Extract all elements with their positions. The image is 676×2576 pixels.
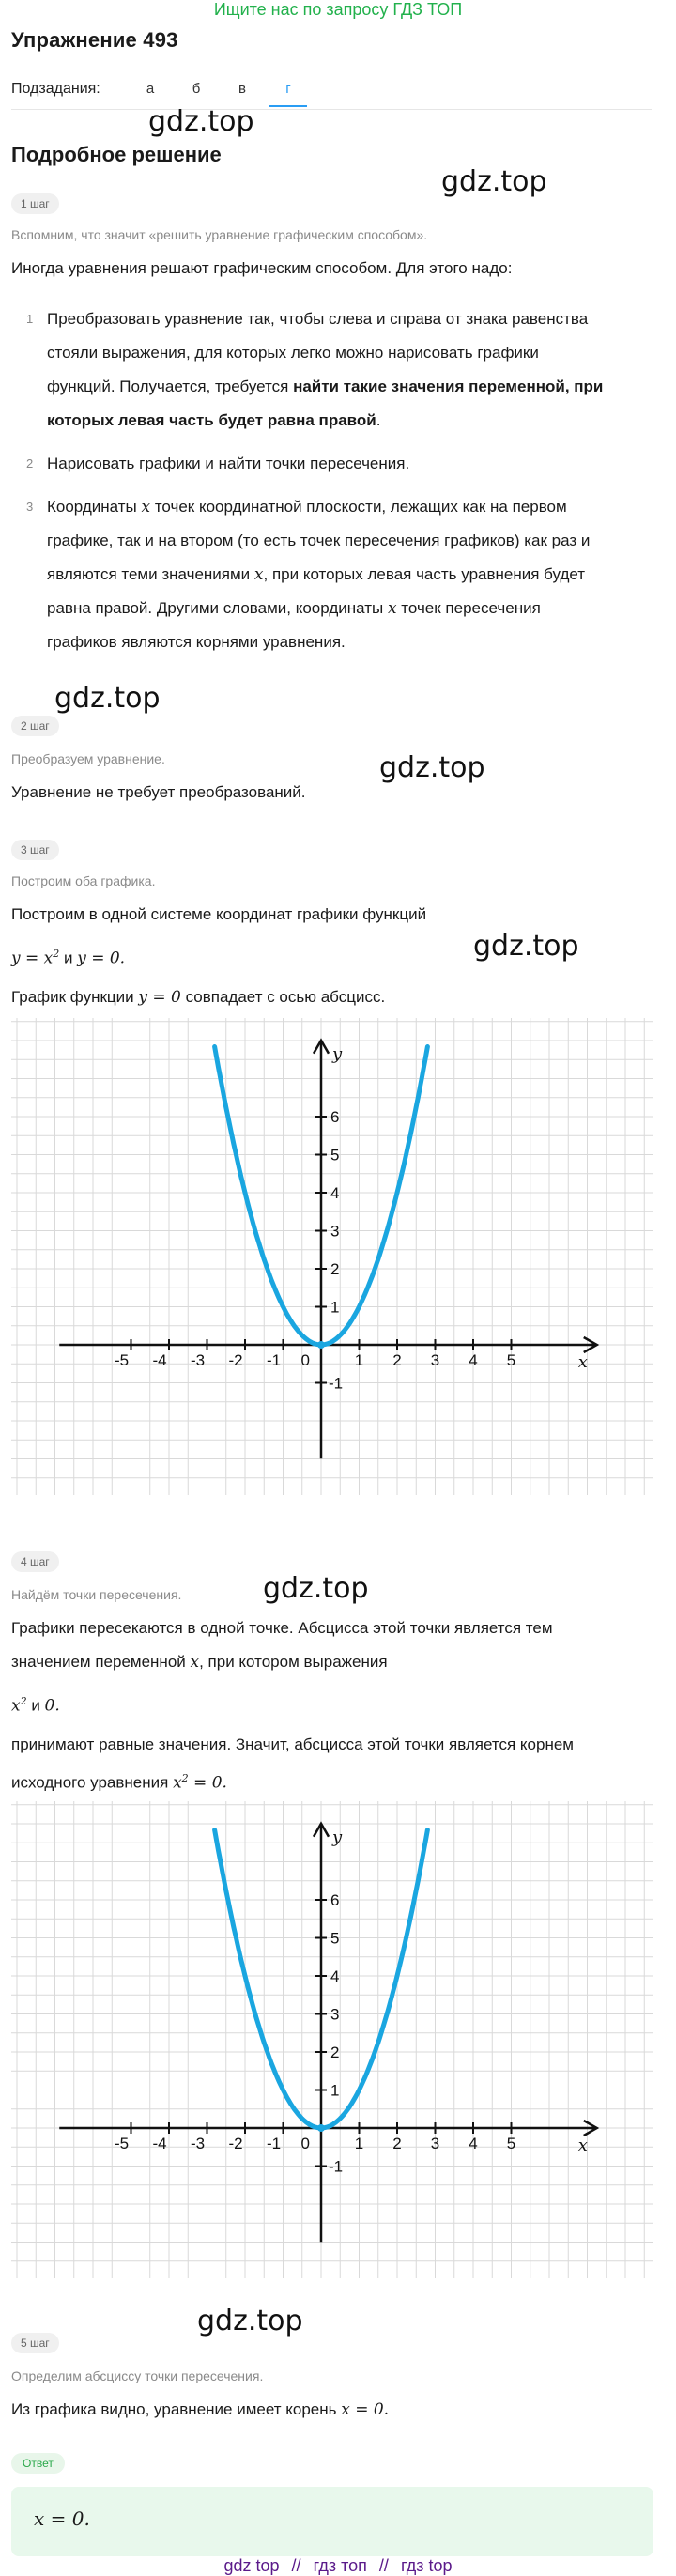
x-tick-label: 1 <box>354 2135 364 2152</box>
tabs-divider <box>11 109 652 110</box>
x-tick-label: 4 <box>469 1351 478 1369</box>
math-var: x <box>173 1773 182 1793</box>
answer-value: x = 0. <box>34 2507 90 2530</box>
math-expr: 0. <box>44 1696 60 1716</box>
step-hint: Найдём точки пересечения. <box>11 1587 182 1602</box>
list-bold-text: найти такие значения переменной, при <box>293 378 604 395</box>
list-line <box>47 558 646 592</box>
x-tick-label: -5 <box>114 2135 130 2152</box>
math-expr: x = 0. <box>341 2400 390 2419</box>
list-line <box>47 490 646 524</box>
footer-separator: // <box>291 2556 301 2575</box>
list-text: функций. Получается, требуется <box>47 378 294 395</box>
x-tick-label: -1 <box>266 2135 282 2152</box>
math-sup: 2 <box>181 1772 189 1784</box>
x-tick-label: -4 <box>152 1351 167 1369</box>
x-tick-label: 5 <box>506 1351 516 1369</box>
y-axis-label: y <box>332 1043 343 1064</box>
watermark: gdz.top <box>473 930 579 963</box>
list-bold-text: которых левая часть будет равна правой <box>47 411 376 429</box>
step-text: значением переменной <box>11 1653 191 1671</box>
step-equation <box>11 1685 60 1723</box>
x-tick-label: 5 <box>506 2135 516 2152</box>
x-tick-label: -5 <box>114 1351 130 1369</box>
x-tick-label: 2 <box>392 2135 402 2152</box>
step-text: исходного уравнения <box>11 1773 174 1792</box>
tab-a[interactable]: а <box>146 81 155 97</box>
solution-heading: Подробное решение <box>11 143 222 166</box>
y-tick-label: 4 <box>330 1967 340 1985</box>
list-text: , при которых левая часть уравнения будет <box>263 565 586 583</box>
list-line <box>47 404 646 438</box>
math-var: x <box>190 1653 200 1672</box>
x-tick-label: -4 <box>152 2135 167 2152</box>
x-tick-label: 0 <box>300 2135 310 2152</box>
step-text <box>11 2393 389 2427</box>
x-tick-label: 1 <box>354 1351 364 1369</box>
x-tick-label: 0 <box>300 1351 310 1369</box>
list-text: Координаты <box>47 498 142 516</box>
x-tick-label: -2 <box>228 1351 243 1369</box>
step-badge: 1 шаг <box>11 193 59 214</box>
step-text: и <box>26 1696 45 1715</box>
y-tick-label: 5 <box>330 1929 340 1948</box>
x-tick-label: 4 <box>469 2135 478 2152</box>
answer-box <box>11 2487 653 2556</box>
y-tick-label: 3 <box>330 2005 340 2024</box>
list-line: Преобразовать уравнение так, чтобы слева и справа от знака равенства <box>47 310 589 328</box>
list-line <box>47 592 646 625</box>
math-expr: y = 0. <box>77 949 126 968</box>
y-tick-label: 5 <box>330 1146 340 1165</box>
y-tick-label: 2 <box>330 1260 340 1278</box>
math-var: x <box>387 599 397 618</box>
y-tick-label: 6 <box>330 1891 340 1909</box>
step-badge: 2 шаг <box>11 716 59 736</box>
step-hint: Преобразуем уравнение. <box>11 751 165 766</box>
x-axis-label: x <box>577 2136 588 2155</box>
list-line: Нарисовать графики и найти точки пересечения. <box>47 455 410 472</box>
tab-b[interactable]: б <box>192 81 201 97</box>
y-axis-label: y <box>332 1827 343 1847</box>
step-hint: Вспомним, что значит «решить уравнение графическим способом». <box>11 227 428 242</box>
list-number: 2 <box>26 456 34 470</box>
y-tick-label: 1 <box>330 1298 340 1317</box>
y-tick-label: -1 <box>329 1374 344 1393</box>
step-text: Из графика видно, уравнение имеет корень <box>11 2400 342 2418</box>
list-text: точек пересечения <box>396 599 541 617</box>
parabola-graph <box>11 1801 653 2278</box>
math-var: x <box>141 498 151 517</box>
x-tick-label: 3 <box>430 1351 440 1369</box>
y-tick-label: 1 <box>330 2081 340 2100</box>
list-text: равна правой. Другими словами, координаты <box>47 599 388 617</box>
intersection-point <box>317 1341 325 1349</box>
y-tick-label: 3 <box>330 1222 340 1241</box>
step-text: Иногда уравнения решают графическим способом. Для этого надо: <box>11 259 513 277</box>
math-expr: y = 0 <box>138 988 181 1007</box>
y-tick-label: 2 <box>330 2044 340 2061</box>
step-text <box>11 1645 388 1679</box>
x-tick-label: -2 <box>228 2135 243 2152</box>
footer-link[interactable]: гдз топ <box>313 2556 367 2575</box>
step-hint: Построим оба графика. <box>11 873 156 888</box>
list-line: графике, так и на втором (то есть точек пересечения графиков) как раз и <box>47 532 591 549</box>
list-text: . <box>376 411 381 429</box>
list-text: являются теми значениями <box>47 565 254 583</box>
step-text: График функции <box>11 988 139 1006</box>
step-text <box>11 1762 227 1800</box>
math-expr: = 0. <box>188 1773 227 1793</box>
list-line: стояли выражения, для которых легко можно нарисовать графики <box>47 344 539 362</box>
parabola-graph <box>11 1018 653 1495</box>
x-tick-label: 3 <box>430 2135 440 2152</box>
y-tick-label: 4 <box>330 1184 340 1202</box>
step-text: Уравнение не требует преобразований. <box>11 783 306 801</box>
footer-link[interactable]: гдз top <box>400 2556 453 2575</box>
list-text: точек координатной плоскости, лежащих как на первом <box>150 498 567 516</box>
step-text: совпадает с осью абсцисс. <box>180 988 386 1006</box>
y-tick-label: -1 <box>329 2157 344 2176</box>
footer-link[interactable]: gdz top <box>223 2556 280 2575</box>
math-sup: 2 <box>20 1695 27 1707</box>
list-item <box>11 490 646 659</box>
watermark: gdz.top <box>263 1572 369 1605</box>
list-line: графиков являются корнями уравнения. <box>47 633 346 651</box>
intersection-point <box>317 2124 325 2132</box>
list-item <box>11 302 646 438</box>
step-text: принимают равные значения. Значит, абсцисса этой точки является корнем <box>11 1735 574 1753</box>
step-badge: 3 шаг <box>11 840 59 860</box>
step-text: Построим в одной системе координат графики функций <box>11 905 427 923</box>
watermark: gdz.top <box>441 165 547 198</box>
footer-separator: // <box>378 2556 389 2575</box>
watermark: gdz.top <box>148 105 254 138</box>
step-badge: 5 шаг <box>11 2333 59 2353</box>
math-expr: y = x <box>11 949 54 968</box>
watermark: gdz.top <box>197 2305 303 2337</box>
tab-g[interactable]: г <box>269 79 307 107</box>
tab-v[interactable]: в <box>238 81 246 97</box>
x-tick-label: -1 <box>266 1351 282 1369</box>
math-sup: 2 <box>53 948 60 960</box>
top-banner[interactable]: Ищите нас по запросу ГДЗ ТОП <box>213 0 463 19</box>
subtasks-label: Подзадания: <box>11 81 100 97</box>
step-hint: Определим абсциссу точки пересечения. <box>11 2368 264 2383</box>
x-tick-label: -3 <box>190 2135 206 2152</box>
answer-label: Ответ <box>11 2453 65 2474</box>
list-number: 1 <box>26 312 34 326</box>
step-text <box>11 980 385 1014</box>
x-tick-label: -3 <box>190 1351 206 1369</box>
step-badge: 4 шаг <box>11 1551 59 1572</box>
footer-links <box>0 2556 676 2576</box>
x-tick-label: 2 <box>392 1351 402 1369</box>
step-text: и <box>59 949 78 967</box>
list-line <box>47 370 646 404</box>
math-var: x <box>254 565 264 584</box>
list-item <box>11 447 646 481</box>
watermark: gdz.top <box>379 751 485 784</box>
step-text: Графики пересекаются в одной точке. Абсцисса этой точки является тем <box>11 1619 553 1637</box>
step-text: , при котором выражения <box>199 1653 388 1671</box>
step-equation <box>11 937 125 976</box>
y-tick-label: 6 <box>330 1108 340 1126</box>
x-axis-label: x <box>577 1352 588 1372</box>
page-title: Упражнение 493 <box>11 28 178 52</box>
watermark: gdz.top <box>54 682 161 715</box>
list-number: 3 <box>26 500 34 514</box>
math-var: x <box>11 1696 21 1716</box>
